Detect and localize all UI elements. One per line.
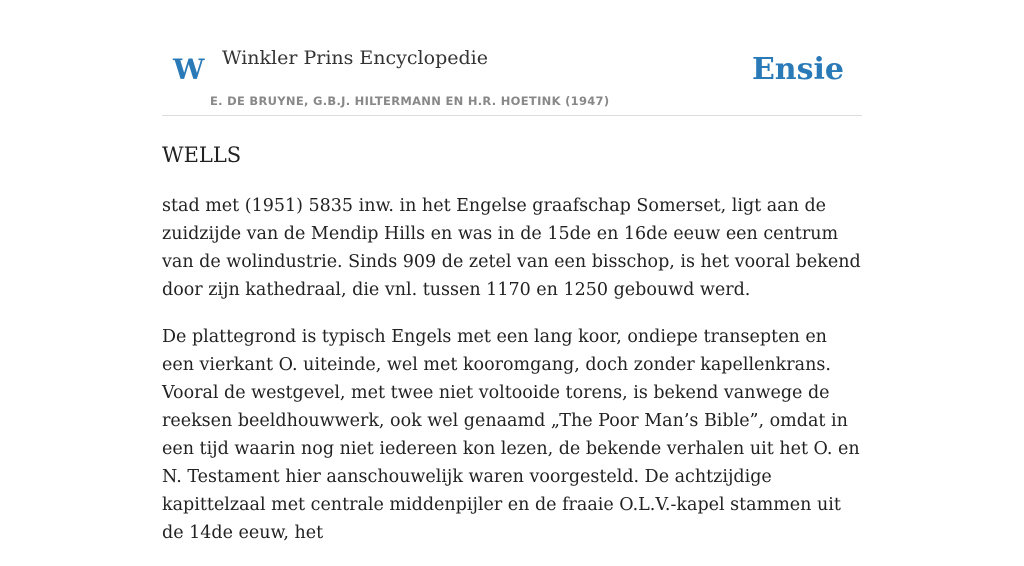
page xyxy=(162,0,862,543)
brand-logo[interactable]: Ensie xyxy=(751,52,844,87)
article-paragraph: De plattegrond is typisch Engels met een lang koor, ondiepe transepten en een vierkant O. uiteinde, wel met kooromgang, doch zonder kapellenkrans. Vooral de westgevel, met twee niet voltooide torens, is bekend vanwege de reeksen beeldhouwwerk, ook wel genaamd „The Poor Man’s Bible”, omdat in een tijd waarin nog niet iedereen kon lezen, de bekende verhalen uit het O. en N. Testament hier aanschouwelijk waren voorgesteld. De achtzijdige kapittelzaal met centrale middenpijler en de fraaie O.L.V.-kapel stammen uit de 14de eeuw, het xyxy=(162,327,860,543)
encyclopedia-title[interactable]: Winkler Prins Encyclopedie xyxy=(222,47,488,69)
site-logo[interactable]: W xyxy=(173,53,205,86)
article-headword: WELLS xyxy=(162,143,242,167)
site-header xyxy=(162,0,862,116)
authors-line: E. DE BRUYNE, G.B.J. HILTERMANN EN H.R. HOETINK (1947) xyxy=(210,94,610,108)
article-paragraph: stad met (1951) 5835 inw. in het Engelse graafschap Somerset, ligt aan de zuidzijde van de Mendip Hills en was in de 15de en 16de eeuw een centrum van de wolindustrie. Sinds 909 de zetel van een bisschop, is het vooral bekend door zijn kathedraal, die vnl. tussen 1170 en 1250 gebouwd werd. xyxy=(162,196,861,300)
article-body xyxy=(162,192,862,566)
